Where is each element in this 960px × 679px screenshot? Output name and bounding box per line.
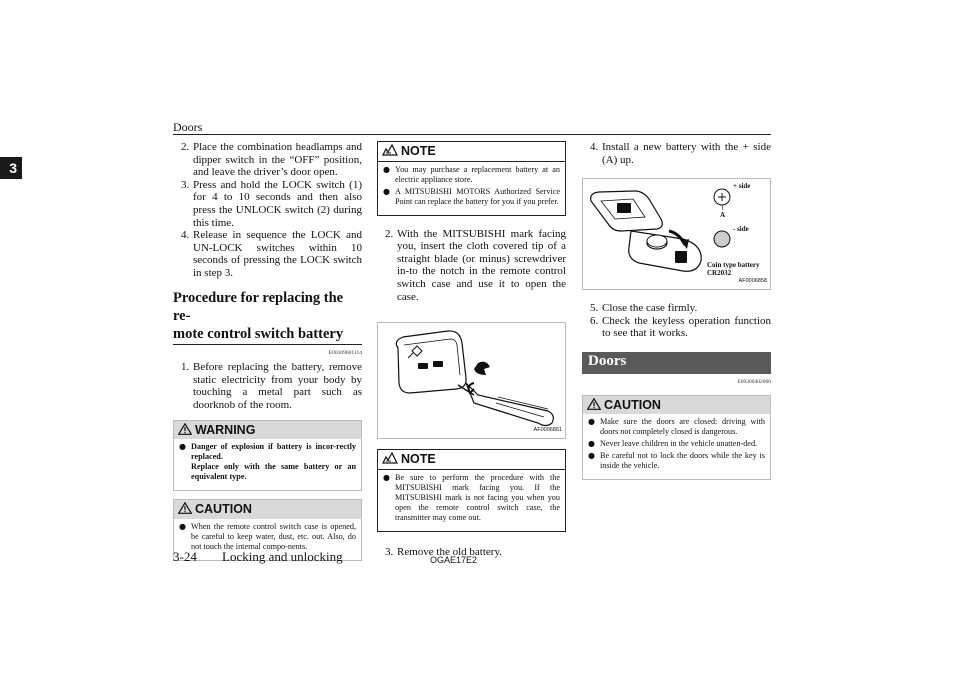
step-number: 1.: [181, 361, 190, 374]
step-number: 6.: [590, 314, 599, 327]
caution-body: [583, 414, 770, 479]
footer-section-title: Locking and unlocking: [222, 549, 343, 564]
caution-item: ● Be careful not to lock the doors while the key is inside the vehicle.: [588, 451, 765, 471]
footer-doc-code: OGAE17E2: [430, 555, 478, 565]
plus-side-label: + side: [733, 182, 751, 191]
column-3: [582, 141, 771, 480]
step-text: Install a new battery with the + side (A) up.: [602, 141, 771, 166]
note-body: [378, 162, 565, 215]
bullet-icon: ●: [588, 451, 595, 461]
step-number: 2.: [181, 141, 190, 153]
step-4: [181, 229, 362, 279]
caution-item: ● Never leave children in the vehicle unatten-ded.: [588, 439, 758, 449]
procedure-title: [173, 289, 362, 343]
step-number: 4.: [590, 141, 599, 153]
step-number: 3.: [385, 545, 394, 558]
caution-triangle-icon: [587, 398, 601, 413]
step-text: Remove the old battery.: [397, 545, 502, 558]
label-a: A: [720, 211, 726, 220]
step-2b: [385, 228, 566, 304]
figure-code: AF0006858: [738, 277, 767, 284]
note-item: ● Be sure to perform the procedure with the MITSUBISHI mark facing you. If the MITSUBISHI mark is not facing you when you open the remote control switch case, the transmitter may come out.: [383, 472, 560, 522]
note-label: NOTE: [401, 452, 436, 467]
doors-code: E00300402060: [737, 378, 771, 385]
step-text: Release in sequence the LOCK and UN-LOCK switches within 10 seconds of pressing the LOCK switch in step 3.: [193, 229, 362, 279]
note-pencil-icon: [382, 144, 398, 159]
caution-item: ● Make sure the doors are closed: driving with doors not completely closed is dangerous.: [588, 417, 765, 437]
step-text: Check the keyless operation function to see that it works.: [602, 314, 771, 340]
note-body: [378, 470, 565, 531]
note-header: [378, 142, 565, 162]
note-box-2: [377, 449, 566, 532]
step-5: [590, 302, 771, 315]
warning-body: [174, 439, 361, 490]
step-text: Before replacing the battery, remove static electricity from your body by touching a metal part such as doorknob of the room.: [193, 361, 362, 411]
caution-label: CAUTION: [604, 397, 661, 412]
note-label: NOTE: [401, 144, 436, 158]
bullet-icon: ●: [588, 417, 595, 427]
doors-caution-box: [582, 395, 771, 481]
caution-item: ● When the remote control switch case is opened, be careful to keep water, dust, etc. out. Also, do not touch the internal compo-nents.: [179, 521, 356, 551]
step-text: Press and hold the LOCK switch (1) for 4 to 10 seconds and then also press the UNLOCK switch (2) during this time.: [193, 178, 362, 229]
page-header-title: Doors: [173, 120, 203, 134]
step-text: Place the combination headlamps and dipper switch in the “OFF” position, and leave the driver’s door open.: [193, 141, 362, 179]
procedure-title-line-2: mote control switch battery: [173, 325, 344, 342]
note-item: ● You may purchase a replacement battery at an electric appliance store.: [383, 164, 560, 184]
figure-install-battery: [582, 178, 771, 290]
note-header: [378, 450, 565, 470]
step-number: 3.: [181, 178, 190, 191]
step-text: With the MITSUBISHI mark facing you, insert the cloth covered tip of a straight blade (or minus) screwdriver in-to the notch in the remote control switch case and use it to open the case.: [397, 227, 566, 303]
warning-item: [179, 442, 356, 482]
procedure-rule: [173, 344, 362, 345]
caution-header: [174, 500, 361, 519]
bullet-icon: ●: [179, 521, 186, 531]
doors-section-title: Doors: [582, 352, 771, 374]
remote-open-illustration: [378, 323, 565, 438]
caution-triangle-icon: [178, 502, 192, 517]
bullet-icon: ●: [588, 439, 595, 449]
note-item: ● A MITSUBISHI MOTORS Authorized Service Point can replace the battery for you if you prefer.: [383, 186, 560, 206]
coin-battery-label: Coin type battery CR2032: [707, 261, 760, 278]
chapter-tab: 3: [0, 157, 22, 179]
warning-header: [174, 421, 361, 440]
figure-open-case: [377, 322, 566, 439]
bullet-icon: ●: [383, 186, 390, 196]
step-1: [181, 361, 362, 411]
step-number: 2.: [385, 227, 394, 240]
bullet-icon: ●: [179, 442, 186, 452]
step-6: [590, 315, 771, 340]
step-2: [181, 141, 362, 179]
procedure-title-line-1: Procedure for replacing the re-: [173, 289, 344, 324]
warning-line-2: Replace only with the same battery or an equivalent type.: [191, 462, 356, 482]
header-rule: [173, 134, 771, 135]
note-pencil-icon: [382, 452, 398, 467]
warning-label: WARNING: [195, 422, 256, 437]
figure-code: AF0006861: [533, 426, 562, 433]
minus-side-label: - side: [733, 225, 749, 234]
warning-line-1: Danger of explosion if battery is incor-rectly replaced.: [191, 442, 356, 462]
note-box-1: [377, 141, 566, 216]
step-text: Close the case firmly.: [602, 302, 698, 315]
bullet-icon: ●: [383, 164, 390, 174]
step-number: 4.: [181, 229, 190, 242]
column-1: [173, 141, 362, 561]
warning-triangle-icon: [178, 423, 192, 438]
step-3: [181, 179, 362, 229]
step-4b: [590, 141, 771, 166]
column-2: [377, 141, 566, 558]
caution-header: [583, 396, 770, 415]
caution-label: CAUTION: [195, 502, 252, 517]
bullet-icon: ●: [383, 472, 390, 482]
step-number: 5.: [590, 302, 599, 315]
footer-page-number: 3-24: [173, 549, 197, 564]
procedure-code: E00309601114: [328, 349, 362, 356]
warning-box: [173, 420, 362, 492]
